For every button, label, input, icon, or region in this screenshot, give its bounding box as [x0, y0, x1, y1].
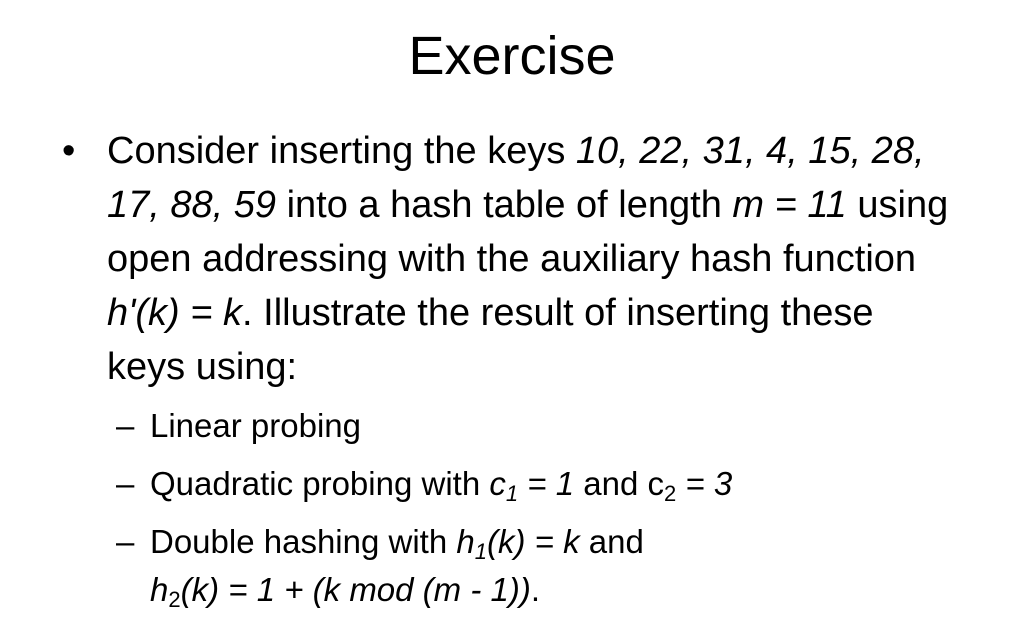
h2-subscript: 2 [168, 587, 181, 612]
sub-item-quadratic [116, 460, 976, 508]
quadratic-lead: Quadratic probing with [150, 465, 490, 502]
c2-value: = 3 [676, 465, 733, 502]
h2-rest: (k) = 1 + (k mod (m - 1)) [180, 571, 531, 608]
aux-hash-function: h'(k) = k [107, 292, 243, 334]
c1-var: c [489, 465, 506, 502]
sub-text-quadratic [150, 465, 733, 506]
sub-dash: – [116, 465, 135, 502]
c1-value: = 1 [518, 465, 575, 502]
bullet-seg-2: into a hash table of length [276, 184, 733, 226]
bullet-seg-3: using open addressing with the auxiliary hash function [107, 184, 949, 280]
bullet-text [107, 124, 957, 394]
h1-var: h [456, 523, 475, 560]
sub-text-linear: Linear probing [150, 407, 361, 444]
quadratic-and: and [574, 465, 648, 502]
sub-item-double [116, 518, 976, 614]
sub-dash: – [116, 407, 135, 444]
bullet-marker: • [62, 130, 76, 172]
double-lead: Double hashing with [150, 523, 457, 560]
c1-subscript: 1 [505, 481, 519, 506]
sub-text-double [150, 523, 644, 612]
keys-list: 10, 22, 31, 4, 15, 28, 17, 88, 59 [107, 130, 925, 226]
bullet-seg-1: Consider inserting the keys [107, 130, 576, 172]
table-length: m = 11 [732, 184, 847, 226]
sub-item-linear [116, 402, 976, 450]
double-and: and [579, 523, 644, 560]
double-end: . [530, 571, 540, 608]
slide-title: Exercise [408, 26, 616, 86]
sub-list [116, 402, 976, 624]
c2-var: c [647, 465, 664, 502]
sub-dash: – [116, 523, 135, 560]
c2-subscript: 2 [663, 481, 677, 506]
h2-var: h [150, 571, 169, 608]
h1-rest: (k) = k [486, 523, 580, 560]
h1-subscript: 1 [474, 539, 487, 564]
bullet-seg-4: . Illustrate the result of inserting these keys using: [107, 292, 874, 388]
